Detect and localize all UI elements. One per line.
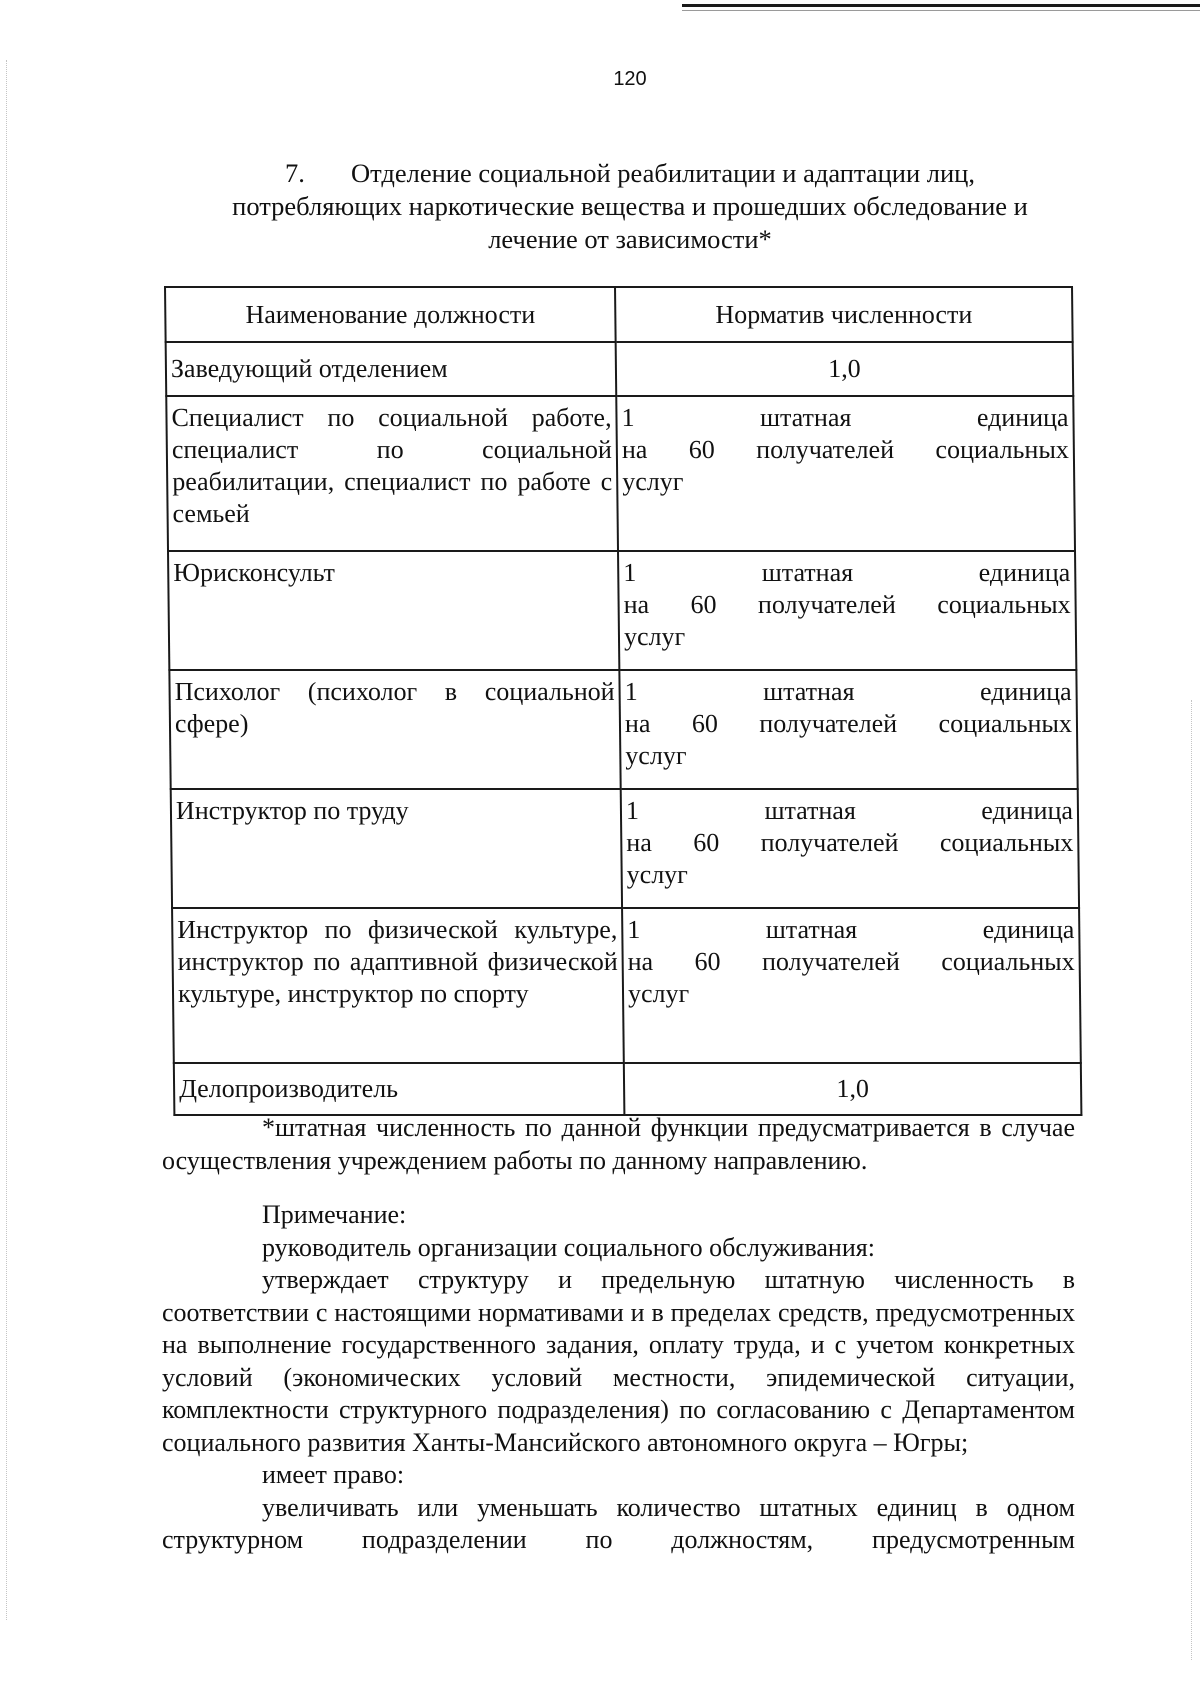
norm-word: 60 xyxy=(690,590,717,619)
norm-line-3: услуг xyxy=(626,860,689,889)
table-header-row xyxy=(165,287,1073,342)
heading-text-1: Отделение социальной реабилитации и адаптации лиц, xyxy=(351,158,975,188)
scan-edge-left xyxy=(6,60,9,1620)
norm-line-1 xyxy=(626,795,1073,827)
norm-word: 60 xyxy=(688,435,715,464)
cell-norm xyxy=(616,396,1075,551)
norm-line-2 xyxy=(622,434,1069,466)
norm-line-1 xyxy=(621,402,1068,434)
norm-word: штатная xyxy=(762,677,855,706)
table-row xyxy=(169,670,1077,789)
norm-word: 1 xyxy=(623,558,637,587)
cell-position: Инструктор по труду xyxy=(171,789,622,908)
norm-word: штатная xyxy=(764,796,856,825)
norm-word: 1 xyxy=(621,403,635,432)
norm-word: штатная xyxy=(759,403,852,432)
top-border-line-thin xyxy=(682,10,1200,11)
page-number: 120 xyxy=(613,68,647,90)
cell-position: Психолог (психолог в социальной сфере) xyxy=(169,670,620,789)
table-row xyxy=(172,908,1081,1063)
norm-line-1 xyxy=(627,914,1074,946)
norm-line-3: услуг xyxy=(623,622,686,651)
cell-norm: 1,0 xyxy=(624,1063,1082,1115)
heading-line-1 xyxy=(170,157,1090,190)
norm-word: на xyxy=(623,590,650,619)
cell-norm xyxy=(619,670,1077,789)
norm-word: 1 xyxy=(627,915,641,944)
cell-position: Юрисконсульт xyxy=(168,551,619,670)
norm-line-2 xyxy=(627,946,1074,978)
header-norm: Норматив численности xyxy=(615,287,1073,342)
norm-word: получателей xyxy=(759,709,898,738)
footnote: *штатная численность по данной функции предусматривается в случае осуществления учреждением работы по данному направлению. xyxy=(162,1113,1075,1175)
cell-position: Делопроизводитель xyxy=(174,1063,625,1115)
norm-word: на xyxy=(626,828,652,857)
table-row xyxy=(166,342,1074,396)
cell-norm xyxy=(618,551,1076,670)
section-heading xyxy=(170,157,1090,256)
norm-word: штатная xyxy=(765,915,858,944)
note-approves-paragraph: утверждает структуру и предельную штатную численность в соответствии с настоящими нормативами и в пределах средств, предусмотренных на выполнение государственного задания, оплату труда, и с учетом конкретных условий (экономических условий местности, эпидемической ситуации, комплектности структурного подразделения) по согласованию с Департаментом социального развития Ханты-Мансийского автономного округа – Югры; xyxy=(162,1265,1075,1457)
norm-line-2 xyxy=(625,708,1072,740)
heading-line-3: лечение от зависимости* xyxy=(488,224,772,254)
table-row xyxy=(166,396,1075,551)
scan-edge-right xyxy=(1191,700,1194,1660)
norm-line-3: услуг xyxy=(627,979,690,1008)
table-row xyxy=(171,789,1079,908)
norm-word: 1 xyxy=(624,677,638,706)
cell-norm xyxy=(622,908,1081,1063)
norm-word: получателей xyxy=(761,947,900,976)
note-title: Примечание: xyxy=(262,1200,407,1229)
note-subject: руководитель организации социального обслуживания: xyxy=(262,1232,875,1262)
norm-line-1 xyxy=(624,676,1071,708)
norm-word: социальных xyxy=(937,590,1071,619)
norm-word: социальных xyxy=(939,828,1074,857)
norm-word: социальных xyxy=(938,709,1073,738)
norm-word: социальных xyxy=(935,435,1069,464)
section-number: 7. xyxy=(285,158,305,188)
norm-word: на xyxy=(621,435,648,464)
norm-word: штатная xyxy=(761,558,854,587)
norm-word: получателей xyxy=(760,828,899,857)
norm-word: на xyxy=(627,947,654,976)
norm-word: единица xyxy=(978,558,1071,587)
norm-line-1 xyxy=(623,557,1070,589)
norm-line-2 xyxy=(626,827,1073,859)
norm-word: 60 xyxy=(694,947,721,976)
cell-position: Специалист по социальной работе, специалист по социальной реабилитации, специалист по работе с семьей xyxy=(166,396,618,551)
norm-line-3: услуг xyxy=(622,467,684,496)
norm-word: единица xyxy=(976,403,1069,432)
staffing-table xyxy=(164,286,1082,1116)
note-increase-paragraph: увеличивать или уменьшать количество штатных единиц в одном структурном подразделении по должностям, предусмотренным xyxy=(162,1492,1075,1554)
document-body xyxy=(162,1112,1075,1557)
norm-word: получателей xyxy=(756,435,895,464)
norm-word: 1 xyxy=(625,796,640,825)
norm-word: единица xyxy=(982,915,1075,944)
norm-word: единица xyxy=(979,677,1072,706)
norm-line-2 xyxy=(623,589,1070,621)
header-position: Наименование должности xyxy=(165,287,616,342)
norm-word: единица xyxy=(981,796,1074,825)
norm-word: на xyxy=(624,709,651,738)
table-row xyxy=(168,551,1076,670)
cell-norm xyxy=(621,789,1079,908)
heading-line-2: потребляющих наркотические вещества и прошедших обследование и xyxy=(232,191,1028,221)
cell-position: Заведующий отделением xyxy=(166,342,617,396)
norm-line-3: услуг xyxy=(625,741,687,770)
cell-norm: 1,0 xyxy=(616,342,1074,396)
norm-word: 60 xyxy=(693,828,720,857)
norm-word: социальных xyxy=(941,947,1075,976)
note-has-right: имеет право: xyxy=(262,1460,405,1489)
top-border-line xyxy=(682,4,1200,7)
table-row xyxy=(174,1063,1082,1115)
norm-word: 60 xyxy=(691,709,719,738)
norm-word: получателей xyxy=(757,590,896,619)
cell-position: Инструктор по физической культуре, инструктор по адаптивной физической культуре, инструктор по спорту xyxy=(172,908,624,1063)
